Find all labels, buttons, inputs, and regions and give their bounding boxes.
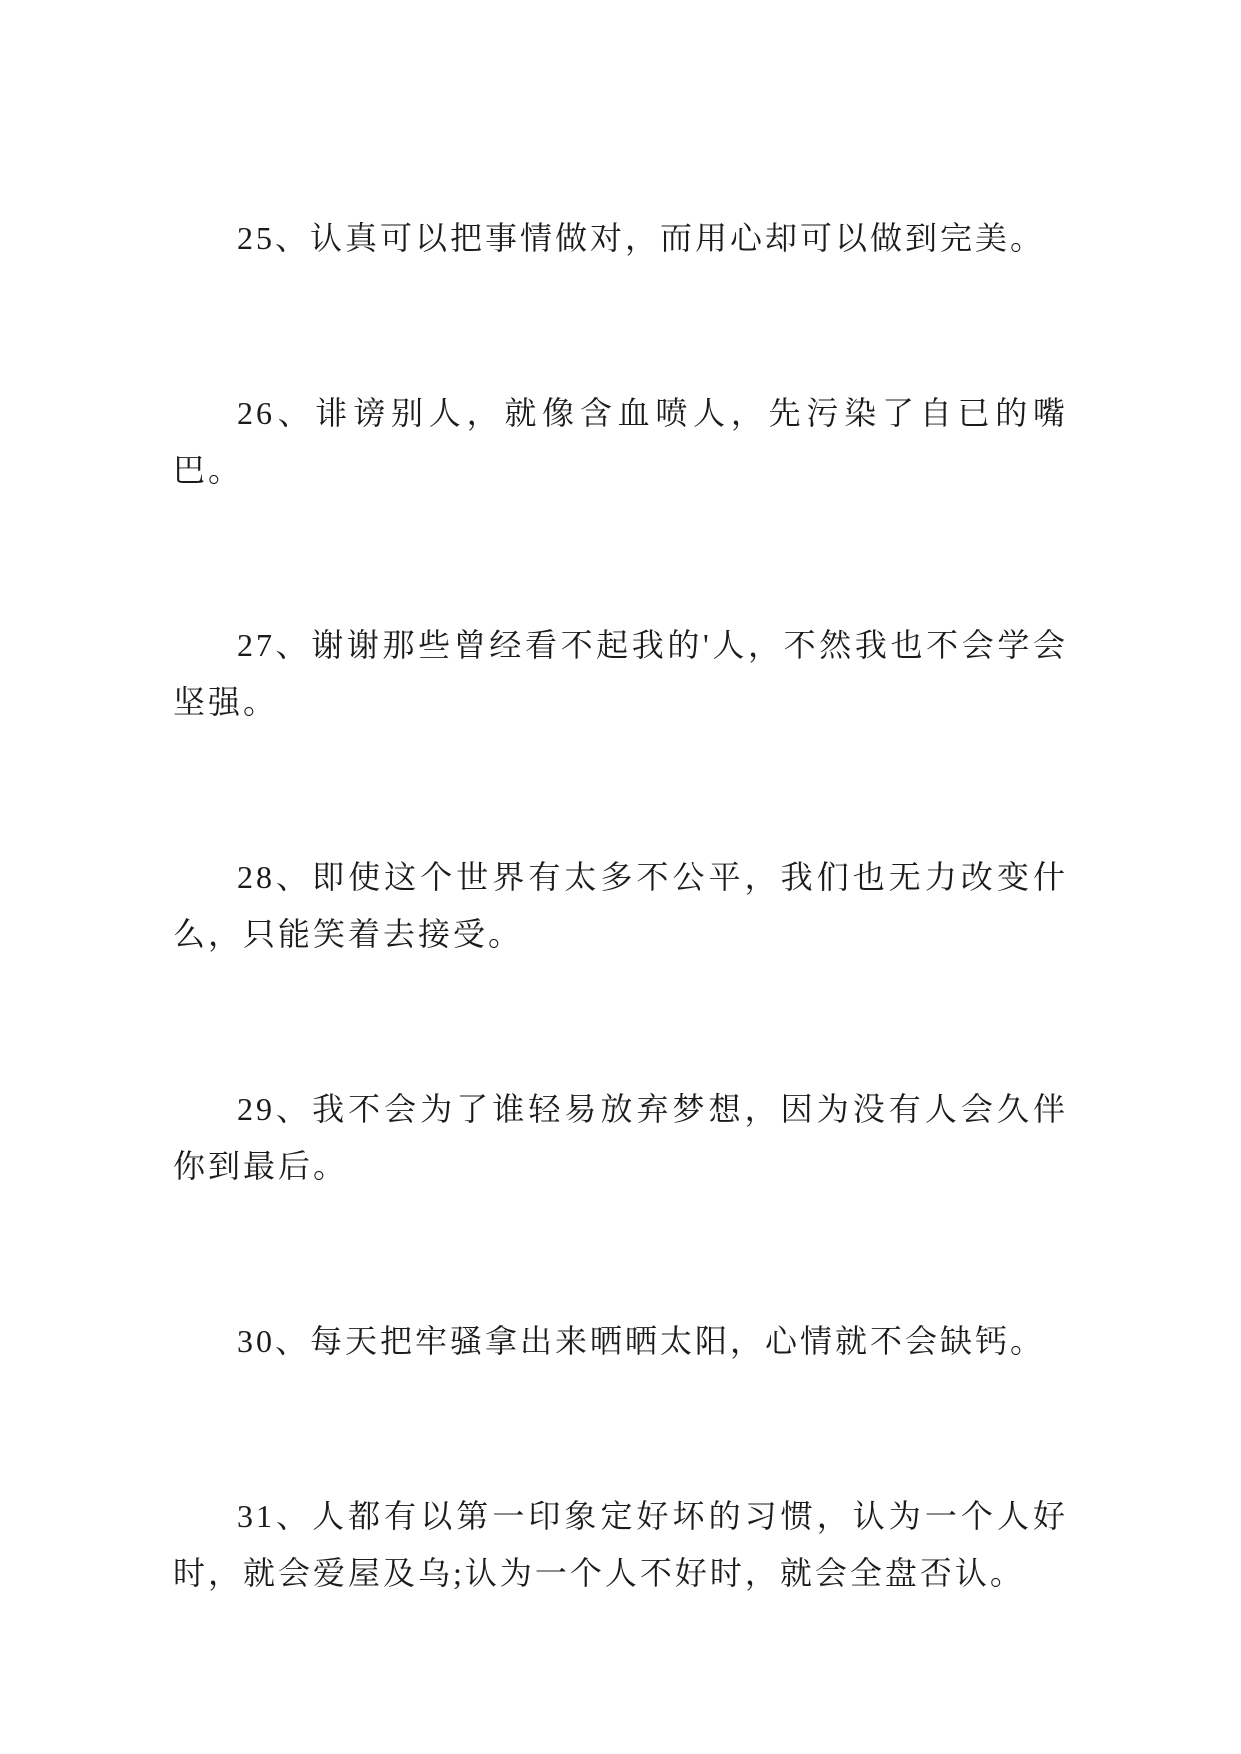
quote-paragraph-26: 26、诽谤别人，就像含血喷人，先污染了自已的嘴巴。	[173, 395, 1068, 488]
quote-paragraph-25: 25、认真可以把事情做对，而用心却可以做到完美。	[237, 220, 1046, 256]
quote-paragraph-29: 29、我不会为了谁轻易放弃梦想，因为没有人会久伴你到最后。	[173, 1091, 1068, 1184]
quote-paragraph-28: 28、即使这个世界有太多不公平，我们也无力改变什么，只能笑着去接受。	[173, 859, 1068, 952]
quote-paragraph-31: 31、人都有以第一印象定好坏的习惯，认为一个人好时，就会爱屋及乌;认为一个人不好时，就会全盘否认。	[173, 1498, 1068, 1591]
quote-paragraph-27: 27、谢谢那些曾经看不起我的'人，不然我也不会学会坚强。	[173, 627, 1068, 720]
quote-paragraph-30: 30、每天把牢骚拿出来晒晒太阳，心情就不会缺钙。	[237, 1323, 1046, 1359]
